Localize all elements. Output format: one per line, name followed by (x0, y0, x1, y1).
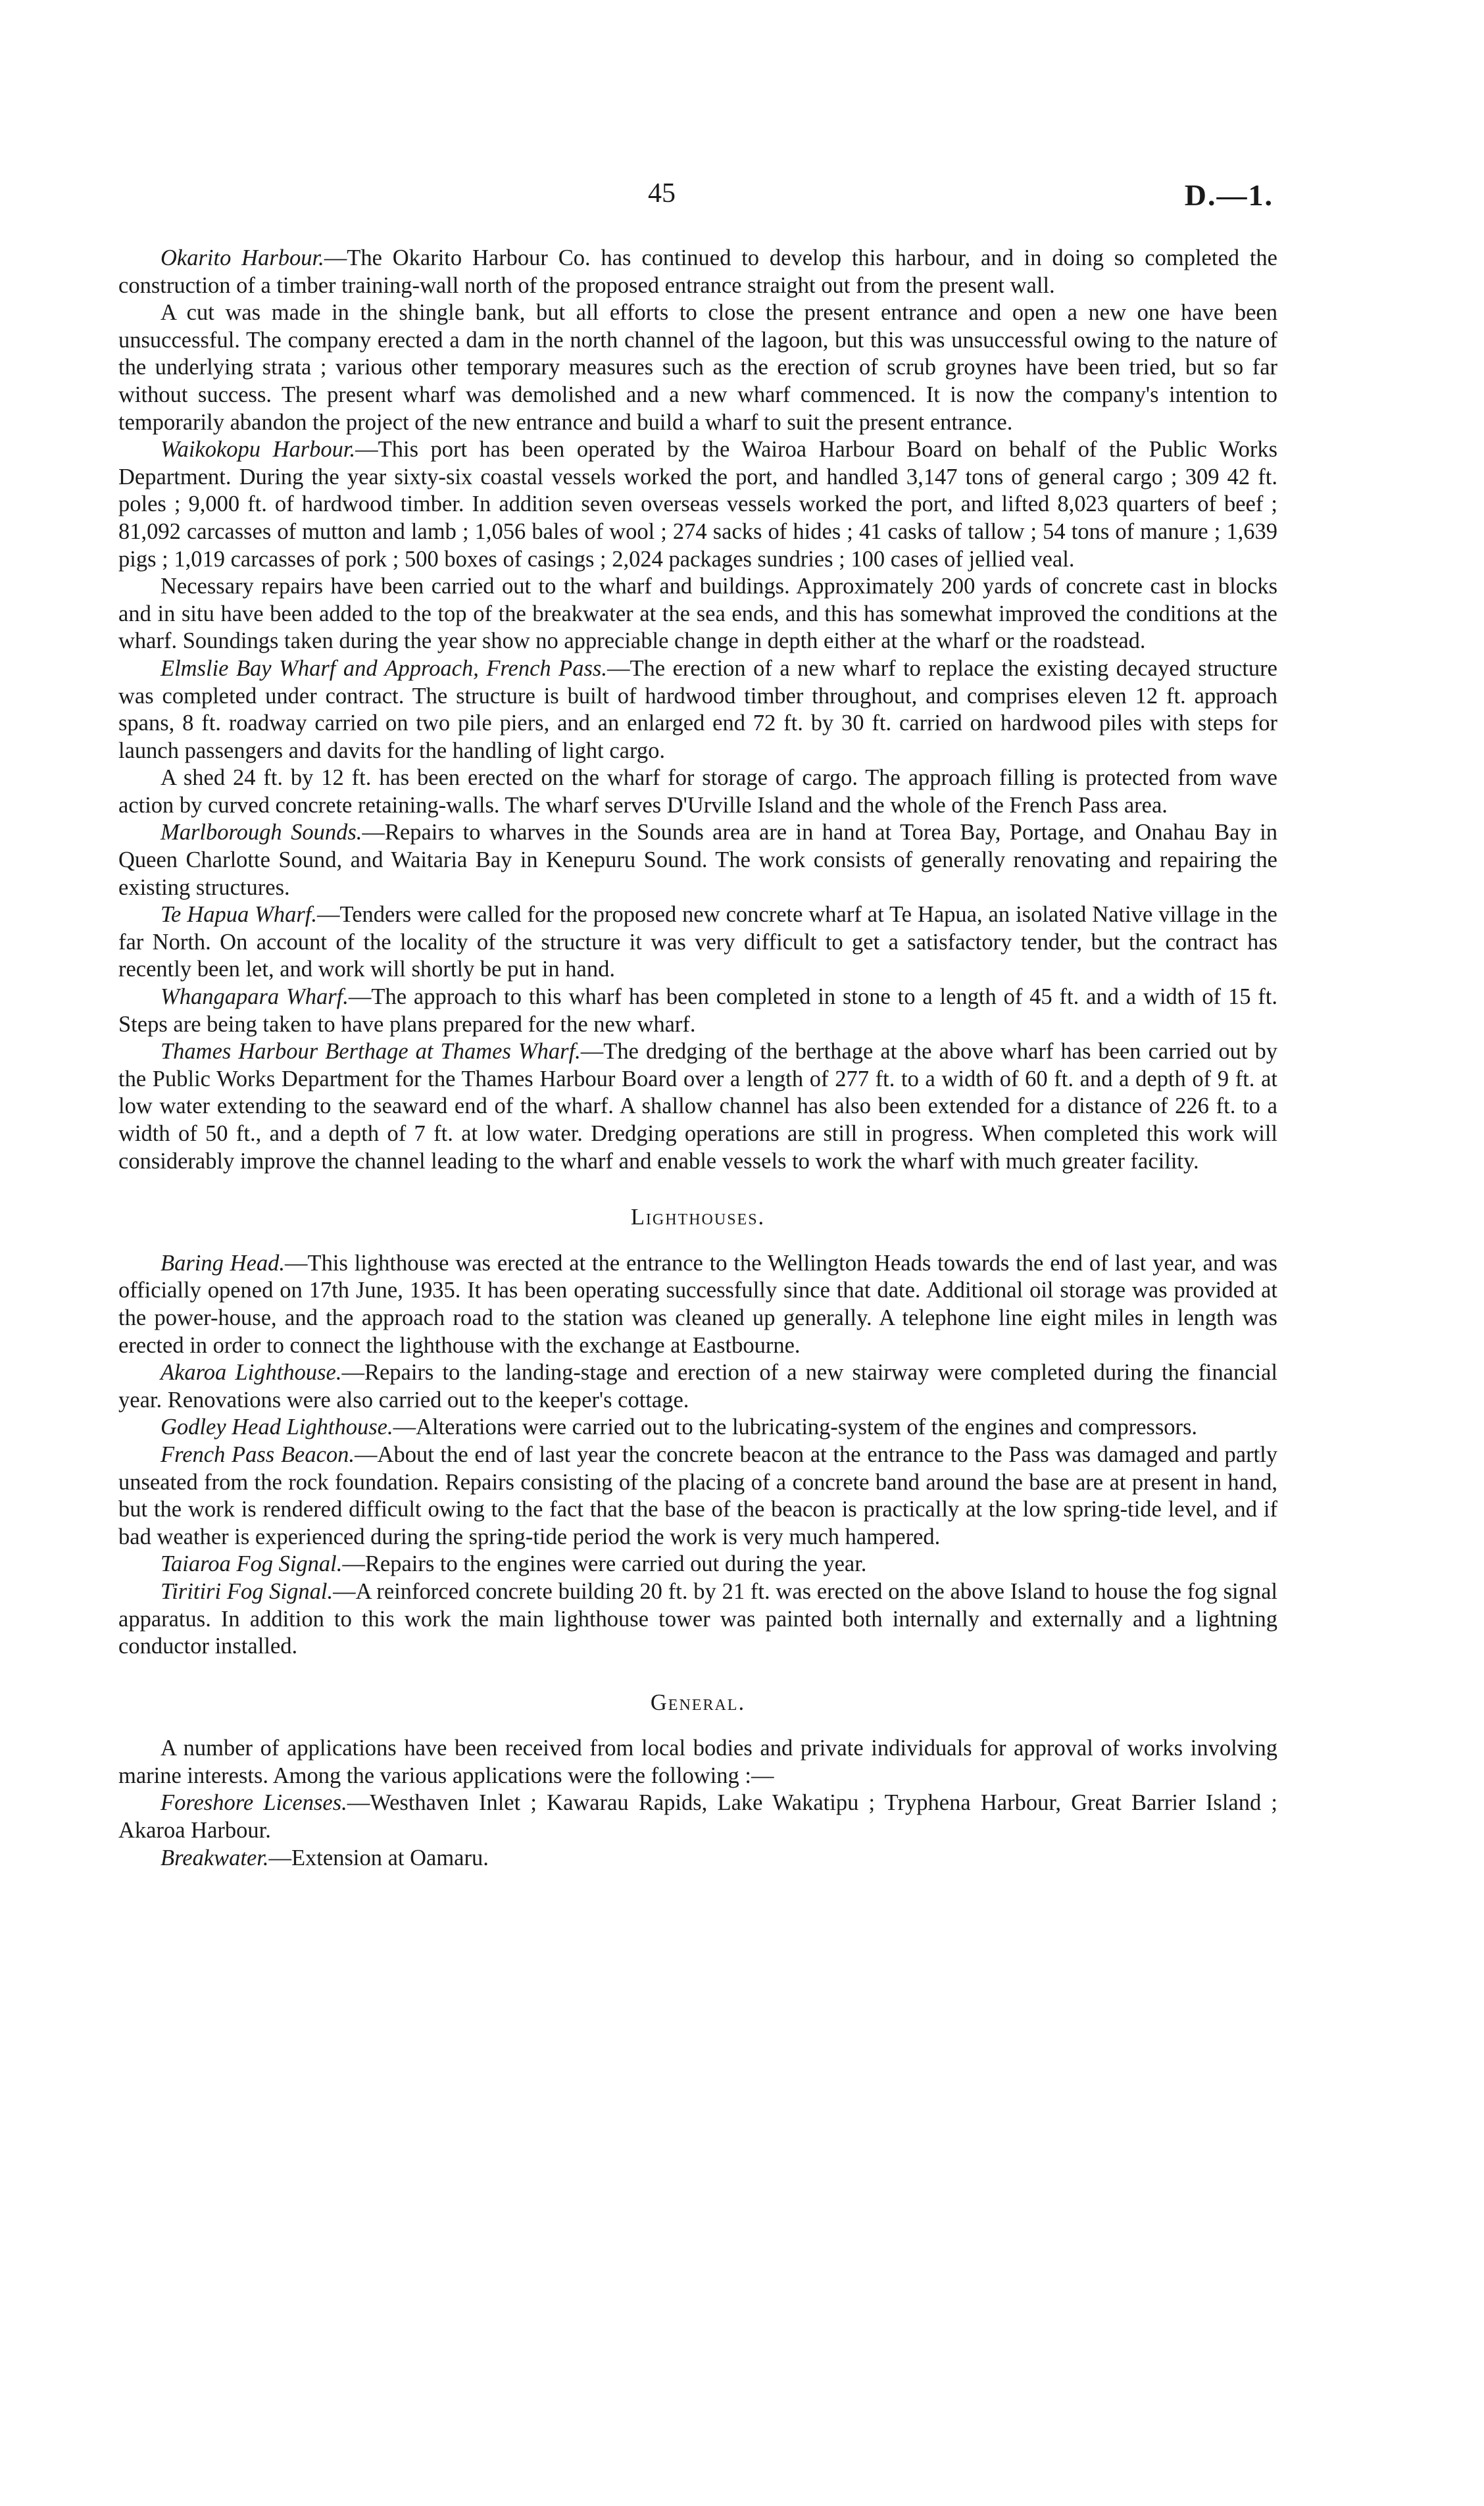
paragraph-lead: Marlborough Sounds. (161, 820, 362, 845)
paragraph (118, 901, 1277, 984)
paragraph (118, 1441, 1277, 1551)
paragraph-text: A number of applications have been received from local bodies and private individuals for approval of works involving marine interests. Among the various applications were the following :— (118, 1736, 1277, 1788)
page-header (0, 178, 1484, 230)
paragraph (118, 764, 1277, 819)
paragraph-lead: Okarito Harbour. (161, 245, 324, 270)
paragraph (118, 1250, 1277, 1359)
paragraph (118, 1414, 1277, 1441)
paragraph-text: —Repairs to wharves in the Sounds area are in hand at Torea Bay, Portage, and Onahau Bay in Queen Charlotte Sound, and Waitaria Bay in Kenepuru Sound. The work consists of generally renovating and repairing the existing structures. (118, 820, 1278, 900)
paragraph-lead: Godley Head Lighthouse. (161, 1415, 393, 1440)
section-heading-lighthouses: Lighthouses. (630, 1205, 766, 1230)
paragraph (118, 245, 1277, 299)
paragraph-text: —The erection of a new wharf to replace the existing decayed structure was completed under contract. The structure is built of hardwood timber throughout, and comprises eleven 12 ft. approach spans, 8 ft. roadway carried on two pile piers, and an enlarged end 72 ft. by 30 ft. carried on hardwood piles with steps for launch passengers and davits for the handling of light cargo. (118, 655, 1277, 763)
paragraph-lead: Thames Harbour Berthage at Thames Wharf. (161, 1039, 581, 1065)
section-heading-general: General. (650, 1690, 746, 1715)
paragraph (118, 1735, 1277, 1790)
paragraph-text: —Westhaven Inlet ; Kawarau Rapids, Lake Wakatipu ; Tryphena Harbour, Great Barrier Island ; Akaroa Harbour. (118, 1790, 1277, 1843)
paragraph-lead: Baring Head. (161, 1250, 285, 1276)
paragraph (118, 1038, 1277, 1175)
paragraph (118, 1790, 1277, 1844)
paragraph-lead: Tiritiri Fog Signal. (161, 1578, 334, 1604)
paragraph-text: A cut was made in the shingle bank, but all efforts to close the present entrance and open a new one have been unsuccessful. The company erected a dam in the north channel of the lagoon, but this was unsuccessful owing to the nature of the underlying strata ; various other temporary measures such as the erection of scrub groynes have been tried, but so far without success. The present wharf was demolished and a new wharf commenced. It is now the company's intention to temporarily abandon the project of the new entrance and build a wharf to suit the present entrance. (118, 300, 1277, 435)
page-number: 45 (648, 178, 676, 209)
paragraph-text: —The approach to this wharf has been completed in stone to a length of 45 ft. and a width of 15 ft. Steps are being taken to have plans prepared for the new wharf. (118, 984, 1277, 1037)
paragraph-text: —The Okarito Harbour Co. has continued to develop this harbour, and in doing so completed the construction of a timber training-wall north of the proposed entrance straight out from the present wall. (118, 245, 1277, 298)
paragraph-text: —This lighthouse was erected at the entrance to the Wellington Heads towards the end of last year, and was officially opened on 17th June, 1935. It has been operating successfully since that date. Additional oil storage was provided at the power-house, and the approach road to the station was cleaned up generally. A telephone line eight miles in length was erected in order to connect the lighthouse with the exchange at Eastbourne. (118, 1250, 1277, 1358)
paragraph (118, 1551, 1277, 1578)
paragraph (118, 819, 1277, 901)
paragraph (118, 1578, 1277, 1661)
paragraph-lead: Akaroa Lighthouse. (161, 1360, 342, 1386)
paragraph-text: A shed 24 ft. by 12 ft. has been erected on the wharf for storage of cargo. The approach filling is protected from wave action by curved concrete retaining-walls. The wharf serves D'Urville Island and the whole of the French Pass area. (118, 765, 1277, 818)
paragraph-text: —Repairs to the engines were carried out during the year. (342, 1551, 867, 1577)
paragraph-lead: Waikokopu Harbour. (161, 437, 356, 463)
paragraph-text: —A reinforced concrete building 20 ft. by 21 ft. was erected on the above Island to house the fog signal apparatus. In addition to this work the main lighthouse tower was painted both internally and externally and a lightning conductor installed. (118, 1578, 1278, 1659)
paragraph-lead: Foreshore Licenses. (161, 1790, 347, 1816)
paragraph-lead: Taiaroa Fog Signal. (161, 1551, 343, 1577)
document-body (118, 245, 1277, 1872)
paragraph-lead: Breakwater. (161, 1845, 269, 1870)
paragraph-text: —Extension at Oamaru. (268, 1845, 489, 1870)
paragraph-text: —About the end of last year the concrete beacon at the entrance to the Pass was damaged and partly unseated from the rock foundation. Repairs consisting of the placing of a concrete band around the base are at present in hand, but the work is rendered difficult owing to the fact that the base of the beacon is practically at the low spring-tide level, and if bad weather is experienced during the spring-tide period the work is very much hampered. (118, 1441, 1277, 1549)
paragraph-text: —Tenders were called for the proposed new concrete wharf at Te Hapua, an isolated Native village in the far North. On account of the locality of the structure it was very difficult to get a satisfactory tender, but the contract has recently been let, and work will shortly be put in hand. (118, 902, 1277, 982)
paragraph (118, 655, 1277, 764)
paragraph-text: —The dredging of the berthage at the above wharf has been carried out by the Public Works Department for the Thames Harbour Board over a length of 277 ft. to a width of 60 ft. and a depth of 9 ft. at low water extending to the seaward end of the wharf. A shallow channel has also been extended for a distance of 226 ft. to a width of 50 ft., and a depth of 7 ft. at low water. Dredging operations are still in progress. When completed this work will considerably improve the channel leading to the wharf and enable vessels to work the wharf with much greater facility. (118, 1039, 1277, 1174)
paragraph (118, 1359, 1277, 1414)
paragraph-lead: Te Hapua Wharf. (161, 902, 318, 928)
paragraph-text: Necessary repairs have been carried out to the wharf and buildings. Approximately 200 yards of concrete cast in blocks and in situ have been added to the top of the breakwater at the sea ends, and this has somewhat improved the conditions at the wharf. Soundings taken during the year show no appreciable change in depth either at the wharf or the roadstead. (118, 574, 1277, 654)
paragraph-lead: French Pass Beacon. (161, 1441, 355, 1467)
paragraph-text: —Repairs to the landing-stage and erection of a new stairway were completed during the financial year. Renovations were also carried out to the keeper's cottage. (118, 1360, 1277, 1413)
paragraph-text: —Alterations were carried out to the lubricating-system of the engines and compressors. (393, 1415, 1198, 1440)
paragraph (118, 436, 1277, 573)
paragraph (118, 1845, 1277, 1872)
paragraph-lead: Whangapara Wharf. (161, 984, 349, 1010)
document-reference: D.—1. (1184, 178, 1274, 212)
paragraph-text: —This port has been operated by the Wairoa Harbour Board on behalf of the Public Works Department. During the year sixty-six coastal vessels worked the port, and handled 3,147 tons of general cargo ; 309 42 ft. poles ; 9,000 ft. of hardwood timber. In addition seven overseas vessels worked the port, and lifted 8,023 quarters of beef ; 81,092 carcasses of mutton and lamb ; 1,056 bales of wool ; 274 sacks of hides ; 41 casks of tallow ; 54 tons of manure ; 1,639 pigs ; 1,019 carcasses of pork ; 500 boxes of casings ; 2,024 packages sundries ; 100 cases of jellied veal. (118, 437, 1277, 572)
paragraph (118, 299, 1277, 436)
paragraph (118, 984, 1277, 1038)
paragraph-lead: Elmslie Bay Wharf and Approach, French Pass. (161, 655, 607, 681)
paragraph (118, 573, 1277, 655)
